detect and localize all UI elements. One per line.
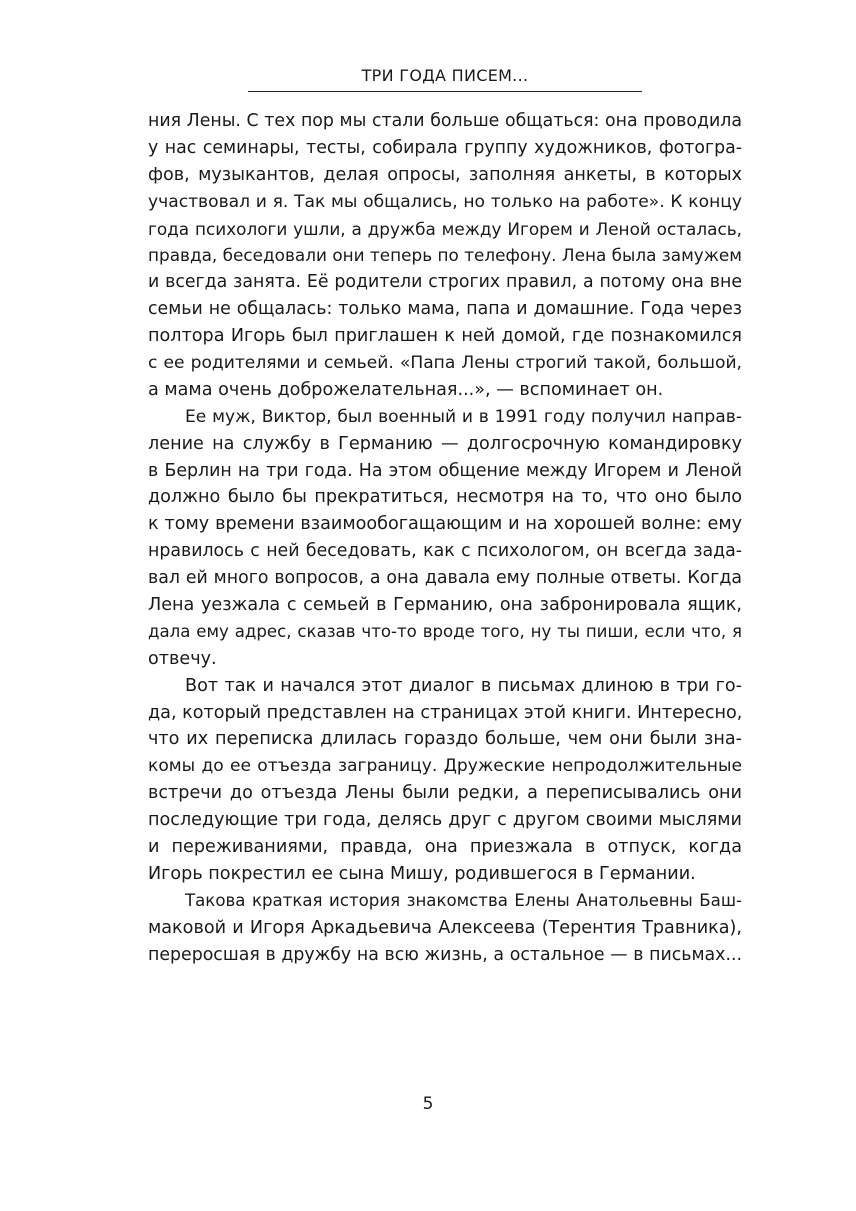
text-line: ление на службу в Германию — долгосрочную командировку <box>148 433 742 454</box>
text-line: должно было бы прекратиться, несмотря на то, что оно было <box>148 487 742 508</box>
text-line: последующие три года, делясь друг с другом своими мыслями <box>148 810 742 831</box>
text-line: маковой и Игоря Аркадьевича Алексеева (Терентия Травника), <box>148 917 742 938</box>
text-line: да, который представлен на страницах этой книги. Интересно, <box>148 702 743 723</box>
text-line: Лена уезжала с семьей в Германию, она забронировала ящик, <box>148 595 742 616</box>
text-line: вал ей много вопросов, а она давала ему полные ответы. Когда <box>148 568 742 589</box>
text-line: полтора Игорь был приглашен к ней домой, где познакомился <box>148 326 742 347</box>
text-line: а мама очень доброжелательная...», — вспоминает он. <box>148 379 664 400</box>
text-line: фов, музыкантов, делая опросы, заполняя анкеты, в которых <box>148 164 742 185</box>
text-line: с ее родителями и семьей. «Папа Лены строгий такой, большой, <box>148 353 742 374</box>
text-line: встречи до отъезда Лены были редки, а переписывались они <box>148 783 742 804</box>
text-line: Такова краткая история знакомства Елены Анатольевны Баш- <box>185 890 742 910</box>
text-line: Вот так и начался этот диалог в письмах длиною в три го- <box>185 675 742 696</box>
text-line: правда, беседовали они теперь по телефону. Лена была замужем <box>148 245 742 266</box>
text-line: Ее муж, Виктор, был военный и в 1991 году получил направ- <box>185 406 742 427</box>
text-line: что их переписка длилась гораздо больше, чем они были зна- <box>148 729 742 750</box>
text-line: семьи не общалась: только мама, папа и домашние. Года через <box>148 299 742 320</box>
text-line: Игорь покрестил ее сына Мишу, родившегося в Германии. <box>148 863 696 884</box>
text-line: и переживаниями, правда, она приезжала в отпуск, когда <box>148 837 742 858</box>
text-line: комы до ее отъезда заграницу. Дружеские непродолжительные <box>148 756 742 777</box>
text-line: к тому времени взаимообогащающим и на хорошей волне: ему <box>148 514 742 535</box>
text-line: в Берлин на три года. На этом общение между Игорем и Леной <box>148 460 742 481</box>
text-line: ния Лены. С тех пор мы стали больше общаться: она проводила <box>148 111 742 131</box>
text-line: дала ему адрес, сказав что-то вроде того, ну ты пиши, если что, я <box>148 621 742 641</box>
text-line: переросшая в дружбу на всю жизнь, а остальное — в письмах... <box>148 944 742 965</box>
text-line: года психологи ушли, а дружба между Игорем и Леной осталась, <box>148 218 742 239</box>
page-number: 5 <box>422 1094 434 1114</box>
running-header: ТРИ ГОДА ПИСЕМ... <box>248 66 642 92</box>
body-text <box>148 108 742 969</box>
text-line: у нас семинары, тесты, собирала группу художников, фотогра- <box>148 137 742 158</box>
text-line: отвечу. <box>148 648 217 669</box>
text-line: участвовал и я. Так мы общались, но только на работе». К концу <box>148 191 742 212</box>
text-line: нравилось с ней беседовать, как с психологом, он всегда зада- <box>148 541 742 562</box>
text-line: и всегда занята. Её родители строгих правил, а потому она вне <box>148 272 742 293</box>
